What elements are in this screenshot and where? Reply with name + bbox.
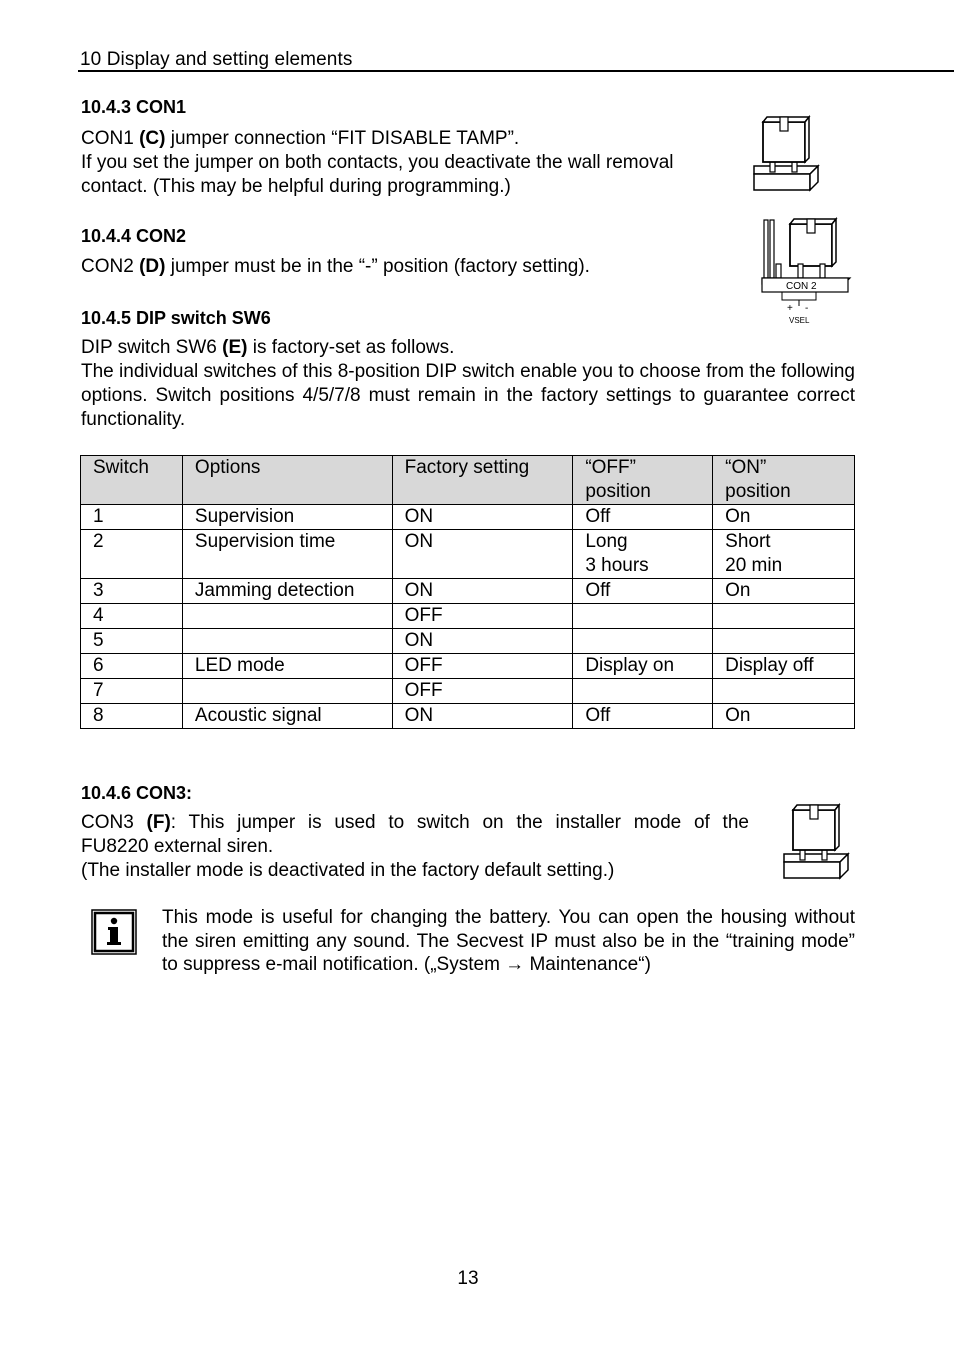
table-cell-text: 3 [93, 580, 104, 601]
con3-line3: (The installer mode is deactivated in the factory default setting.) [81, 860, 615, 881]
con3-text-rest: : This jumper is used to switch on the installer mode of the [170, 812, 749, 833]
table-cell [81, 579, 183, 604]
page-number: 13 [457, 1268, 479, 1289]
table-row [81, 679, 855, 704]
table-cell-text: Display off [725, 655, 814, 676]
header-rule [78, 70, 954, 72]
table-cell-text: ON [404, 580, 434, 601]
table-cell-text: Off [585, 580, 611, 601]
table-cell-text: 7 [93, 680, 104, 701]
con1-label: (C) [139, 128, 166, 149]
table-header-cell [713, 456, 855, 505]
table-cell-text [585, 629, 700, 653]
con3-text: CON3 [81, 812, 147, 833]
table-cell-text [195, 604, 380, 628]
con2-heading: 10.4.4 CON2 [81, 226, 187, 246]
con2-jumper-figure [756, 216, 852, 326]
table-cell-text: Short [725, 531, 771, 552]
table-cell-text: ON [404, 630, 434, 651]
con1-line2: If you set the jumper on both contacts, you deactivate the wall removal [81, 152, 674, 173]
table-cell-text: 3 hours [585, 555, 649, 576]
table-cell [573, 604, 713, 629]
table-cell-text: 20 min [725, 555, 783, 576]
table-cell-text [725, 604, 842, 628]
table-cell [182, 629, 392, 654]
sw6-label: (E) [222, 337, 248, 358]
table-header-text: Switch [93, 457, 149, 478]
sw6-body: The individual switches of this 8-position DIP switch enable you to choose from the following options. Switch positions 4/5/7/8 must remain in the factory settings to guarantee correct functionality. [81, 361, 855, 430]
dip-switch-table-wrapper [80, 455, 855, 729]
table-cell [81, 604, 183, 629]
table-cell [182, 679, 392, 704]
con2-text: CON2 [81, 256, 140, 277]
table-cell [713, 629, 855, 654]
table-cell-text: Off [585, 705, 611, 726]
sw6-text-rest: is factory-set as follows. [247, 337, 455, 358]
table-cell [392, 679, 573, 704]
table-cell [573, 579, 713, 604]
table-cell [392, 530, 573, 579]
table-header-text: “OFF” [585, 457, 636, 478]
table-cell-text: OFF [404, 605, 443, 626]
con1-heading: 10.4.3 CON1 [81, 97, 187, 117]
table-cell-text: ON [404, 506, 434, 527]
con1-jumper-figure [750, 114, 822, 194]
table-cell [713, 654, 855, 679]
table-row [81, 654, 855, 679]
table-row [81, 704, 855, 729]
table-header-text: “ON” [725, 457, 767, 478]
table-header-cell [392, 456, 573, 505]
sw6-heading: 10.4.5 DIP switch SW6 [81, 308, 271, 328]
con1-paragraph [81, 127, 741, 199]
table-cell-text [195, 629, 380, 653]
table-cell-text: Supervision [194, 506, 295, 527]
table-cell [392, 654, 573, 679]
table-cell-text: OFF [404, 680, 443, 701]
table-cell [713, 579, 855, 604]
table-cell-text: 8 [93, 705, 104, 726]
table-cell-text: OFF [404, 655, 443, 676]
table-cell-text [585, 604, 700, 628]
table-cell [81, 505, 183, 530]
table-cell-text: LED mode [194, 655, 285, 676]
table-cell [182, 654, 392, 679]
table-cell [182, 530, 392, 579]
table-row [81, 505, 855, 530]
table-cell-text: 4 [93, 605, 104, 626]
table-cell [182, 579, 392, 604]
table-cell [392, 505, 573, 530]
table-cell [81, 679, 183, 704]
table-cell [81, 654, 183, 679]
table-cell [81, 704, 183, 729]
table-cell-text: Long [585, 531, 628, 552]
table-row [81, 530, 855, 579]
table-cell-text [585, 679, 700, 703]
table-cell [182, 505, 392, 530]
sw6-paragraph [81, 336, 855, 432]
table-header-row [81, 456, 855, 505]
table-cell [392, 604, 573, 629]
con3-paragraph [81, 811, 749, 883]
table-cell-text: Supervision time [194, 531, 336, 552]
table-header-text: Factory setting [404, 457, 530, 478]
table-cell-text: Off [585, 506, 611, 527]
table-row [81, 579, 855, 604]
con2-paragraph [81, 255, 741, 279]
table-header-text: position [585, 481, 651, 502]
con1-line3: contact. (This may be helpful during programming.) [81, 176, 511, 197]
table-header-text: Options [194, 457, 261, 478]
table-cell [392, 579, 573, 604]
info-icon [91, 909, 137, 955]
table-cell-text: Jamming detection [194, 580, 355, 601]
table-cell-text: On [725, 705, 751, 726]
table-cell-text: 2 [93, 531, 104, 552]
con3-line2: FU8220 external siren. [81, 836, 274, 857]
note-paragraph [162, 906, 855, 977]
table-cell-text [195, 679, 380, 703]
table-cell [713, 604, 855, 629]
con1-text: CON1 [81, 128, 140, 149]
table-cell [573, 629, 713, 654]
table-header-cell [81, 456, 183, 505]
table-cell-text: 6 [93, 655, 104, 676]
table-cell-text: On [725, 580, 751, 601]
table-cell [81, 530, 183, 579]
table-cell [573, 530, 713, 579]
note-text: This mode is useful for changing the battery. You can open the housing without the siren emitting any sound. The Secvest IP must also be in the “training mode” to suppress e-mail notification. („System → Maintenance“) [162, 907, 855, 975]
table-cell-text: Acoustic signal [194, 705, 322, 726]
table-cell [182, 604, 392, 629]
con1-text-rest: jumper connection “FIT DISABLE TAMP”. [165, 128, 520, 149]
table-cell [713, 530, 855, 579]
table-cell [573, 679, 713, 704]
sw6-text: DIP switch SW6 [81, 337, 223, 358]
table-cell [573, 704, 713, 729]
table-cell-text [725, 679, 842, 703]
table-cell [713, 679, 855, 704]
table-cell-text: ON [404, 531, 434, 552]
con2-figure-caption: VSEL [789, 316, 810, 325]
table-header-cell [182, 456, 392, 505]
table-cell [182, 704, 392, 729]
table-cell-text: ON [404, 705, 434, 726]
con2-label: (D) [139, 256, 166, 277]
table-cell-text: 1 [93, 506, 104, 527]
table-cell-text: 5 [93, 630, 104, 651]
con2-minus-label: - [805, 303, 809, 314]
dip-switch-table [80, 455, 855, 729]
con3-label: (F) [146, 812, 171, 833]
table-row [81, 604, 855, 629]
con2-plus-label: + [787, 303, 793, 314]
page-header: 10 Display and setting elements [80, 49, 353, 70]
con3-jumper-figure [780, 802, 852, 882]
table-cell [573, 654, 713, 679]
table-cell-text: Display on [585, 655, 675, 676]
table-row [81, 629, 855, 654]
table-cell-text: On [725, 506, 751, 527]
con2-text-rest: jumper must be in the “-” position (factory setting). [165, 256, 590, 277]
table-header-text: position [725, 481, 791, 502]
con2-figure-label: CON 2 [786, 281, 817, 292]
table-cell [392, 704, 573, 729]
con3-heading: 10.4.6 CON3: [81, 783, 193, 803]
table-cell [713, 505, 855, 530]
table-cell [713, 704, 855, 729]
table-cell [573, 505, 713, 530]
table-cell [392, 629, 573, 654]
table-cell [81, 629, 183, 654]
table-cell-text [725, 629, 842, 653]
table-header-cell [573, 456, 713, 505]
